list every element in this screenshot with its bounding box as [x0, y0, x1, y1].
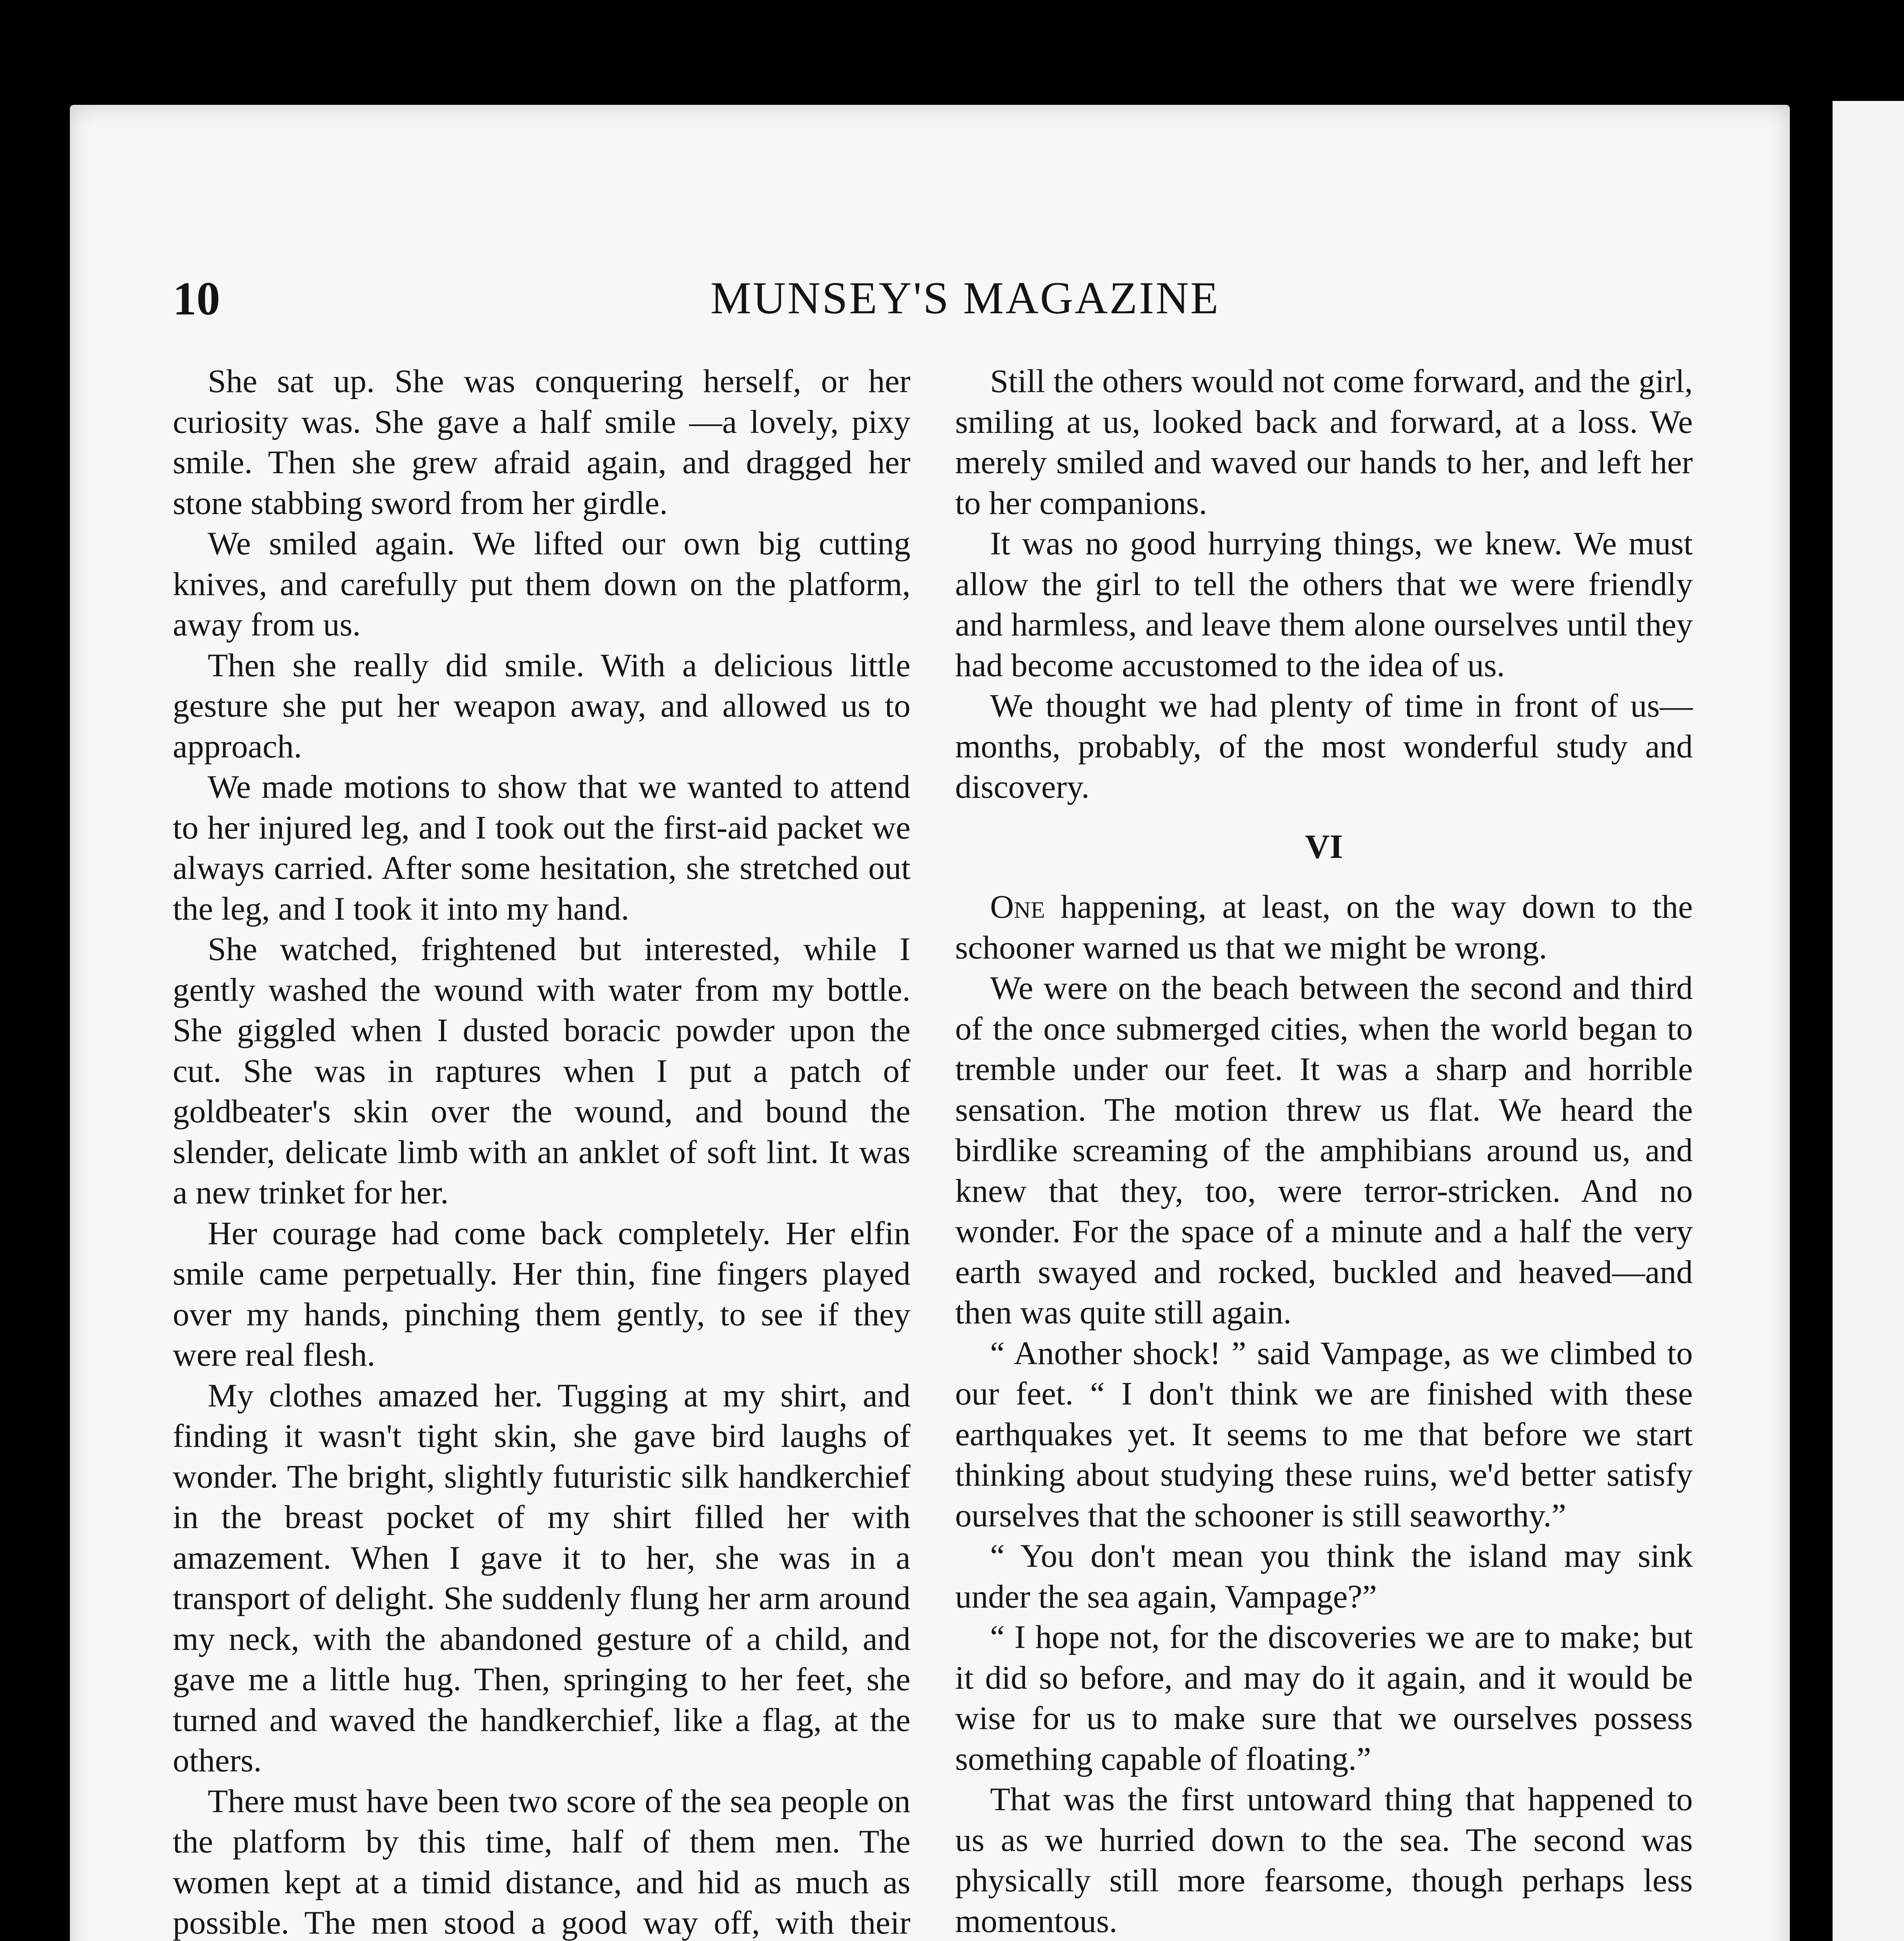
paragraph: Then she really did smile. With a delicious little gesture she put her weapon away, and allowed us to approach.	[173, 647, 910, 765]
running-head	[70, 272, 1790, 334]
left-column	[173, 361, 910, 1941]
paragraph: We were on the beach between the second and third of the once submerged cities, when the world began to tremble under our feet. It was a sharp and horrible sensation. The motion threw us flat. We heard the birdlike screaming of the amphibians around us, and knew that they, too, were terror-stricken. And no wonder. For the space of a minute and a half the very earth swayed and rocked, buckled and heaved—and then was quite still again.	[955, 970, 1693, 1331]
paragraph: “ Another shock! ” said Vampage, as we climbed to our feet. “ I don't think we are finished with these earthquakes yet. It seems to me that before we start thinking about studying these ruins, we'd better satisfy ourselves that the schooner is still seaworthy.”	[955, 1335, 1693, 1534]
magazine-title: MUNSEY'S MAGAZINE	[711, 273, 1220, 323]
magazine-page	[70, 105, 1790, 1941]
paragraph: She watched, frightened but interested, while I gently washed the wound with water from my bottle. She giggled when I dusted boracic powder upon the cut. She was in raptures when I put a patch of goldbeater's skin over the wound, and bound the slender, delicate limb with an anklet of soft lint. It was a new trinket for her.	[173, 931, 910, 1211]
paragraph: There must have been two score of the sea people on the platform by this time, half of them men. The women kept at a timid distance, and hid as much as possible. The men stood a good way off, with their	[173, 1783, 910, 1941]
section-lead-paragraph	[955, 887, 1693, 968]
section-lead-smallcaps: One	[990, 889, 1045, 925]
paragraph: “ I hope not, for the discoveries we are to make; but it did so before, and may do it again, and it would be wise for us to make sure that we ourselves possess something capable of floating.”	[955, 1619, 1693, 1777]
paragraph: That was the first untoward thing that happened to us as we hurried down to the sea. The second was physically still more fearsome, though perhaps less momentous.	[955, 1781, 1693, 1939]
page-number: 10	[173, 273, 220, 325]
section-lead-rest: happening, at least, on the way down to the schooner warned us that we might be wrong.	[955, 889, 1693, 966]
paragraph: We thought we had plenty of time in front of us—months, probably, of the most wonderful study and discovery.	[955, 688, 1693, 805]
next-page-edge	[1833, 101, 1904, 1941]
paragraph: “ You don't mean you think the island may sink under the sea again, Vampage?”	[955, 1538, 1693, 1615]
paragraph: We made motions to show that we wanted to attend to her injured leg, and I took out the first-aid packet we always carried. After some hesitation, she stretched out the leg, and I took it into my hand.	[173, 769, 910, 927]
paragraph: It was no good hurrying things, we knew. We must allow the girl to tell the others that we were friendly and harmless, and leave them alone ourselves until they had become accustomed to the idea of us.	[955, 525, 1693, 684]
paragraph: My clothes amazed her. Tugging at my shirt, and finding it wasn't tight skin, she gave bird laughs of wonder. The bright, slightly futuristic silk handkerchief in the breast pocket of my shirt filled her with amazement. When I gave it to her, she was in a transport of delight. She suddenly flung her arm around my neck, with the abandoned gesture of a child, and gave me a little hug. Then, springing to her feet, she turned and waved the handkerchief, like a flag, at the others.	[173, 1377, 910, 1779]
paragraph: We smiled again. We lifted our own big cutting knives, and carefully put them down on the platform, away from us.	[173, 525, 910, 643]
section-heading: VI	[1305, 828, 1343, 866]
paragraph: She sat up. She was conquering herself, or her curiosity was. She gave a half smile —a lovely, pixy smile. Then she grew afraid again, and dragged her stone stabbing sword from her girdle.	[173, 363, 910, 521]
right-column	[955, 361, 1693, 1941]
paragraph: Her courage had come back completely. Her elfin smile came perpetually. Her thin, fine fingers played over my hands, pinching them gently, to see if they were real flesh.	[173, 1215, 910, 1373]
paragraph: Still the others would not come forward, and the girl, smiling at us, looked back and forward, at a loss. We merely smiled and waved our hands to her, and left her to her companions.	[955, 363, 1693, 521]
